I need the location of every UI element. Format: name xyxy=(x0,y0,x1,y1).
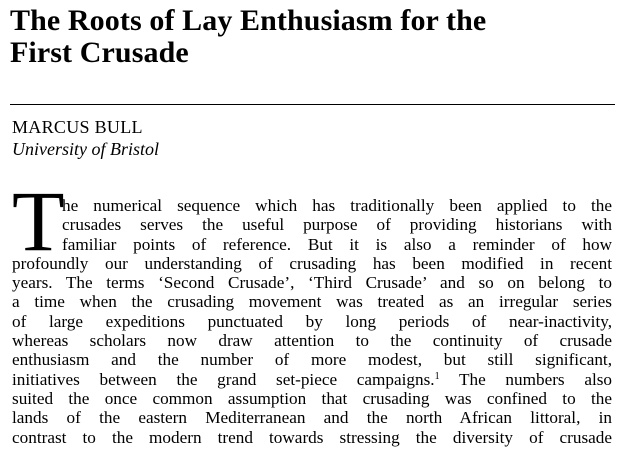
article-title-line-2: First Crusade xyxy=(10,36,189,69)
footnote-marker[interactable]: 1 xyxy=(434,370,440,382)
body-line: a time when the crusading movement was treated as an irregular series xyxy=(12,292,612,312)
body-line: enthusiasm and the number of more modest, but still significant, xyxy=(12,350,612,370)
title-rule xyxy=(10,104,615,105)
body-line-with-footnote xyxy=(12,370,612,389)
body-line-text-tail: The numbers also xyxy=(439,369,613,389)
article-title xyxy=(10,5,610,69)
body-line: familiar points of reference. But it is also a reminder of how xyxy=(62,234,612,254)
body-line-text: initiatives between the grand set-piece campaigns. xyxy=(12,369,435,389)
body-line: years. The terms ‘Second Crusade’, ‘Third Crusade’ and so on belong to xyxy=(12,273,612,293)
body-line: profoundly our understanding of crusading has been modified in recent xyxy=(12,253,612,273)
body-line: crusades serves the useful purpose of providing historians with xyxy=(62,215,612,235)
body-line: whereas scholars now draw attention to the continuity of crusade xyxy=(12,331,612,351)
body-line: contrast to the modern trend towards stressing the diversity of crusade xyxy=(12,427,612,447)
body-line: he numerical sequence which has traditionally been applied to the xyxy=(62,196,612,215)
author-affiliation: University of Bristol xyxy=(12,139,159,159)
body-line: lands of the eastern Mediterranean and the north African littoral, in xyxy=(12,408,612,428)
body-paragraph xyxy=(12,196,612,447)
drop-cap: T xyxy=(12,173,65,269)
body-line: suited the once common assumption that crusading was confined to the xyxy=(12,388,612,408)
article-title-line-1: The Roots of Lay Enthusiasm for the xyxy=(10,4,487,37)
body-line: of large expeditions punctuated by long periods of near-inactivity, xyxy=(12,311,612,331)
author-name: MARCUS BULL xyxy=(12,117,143,137)
